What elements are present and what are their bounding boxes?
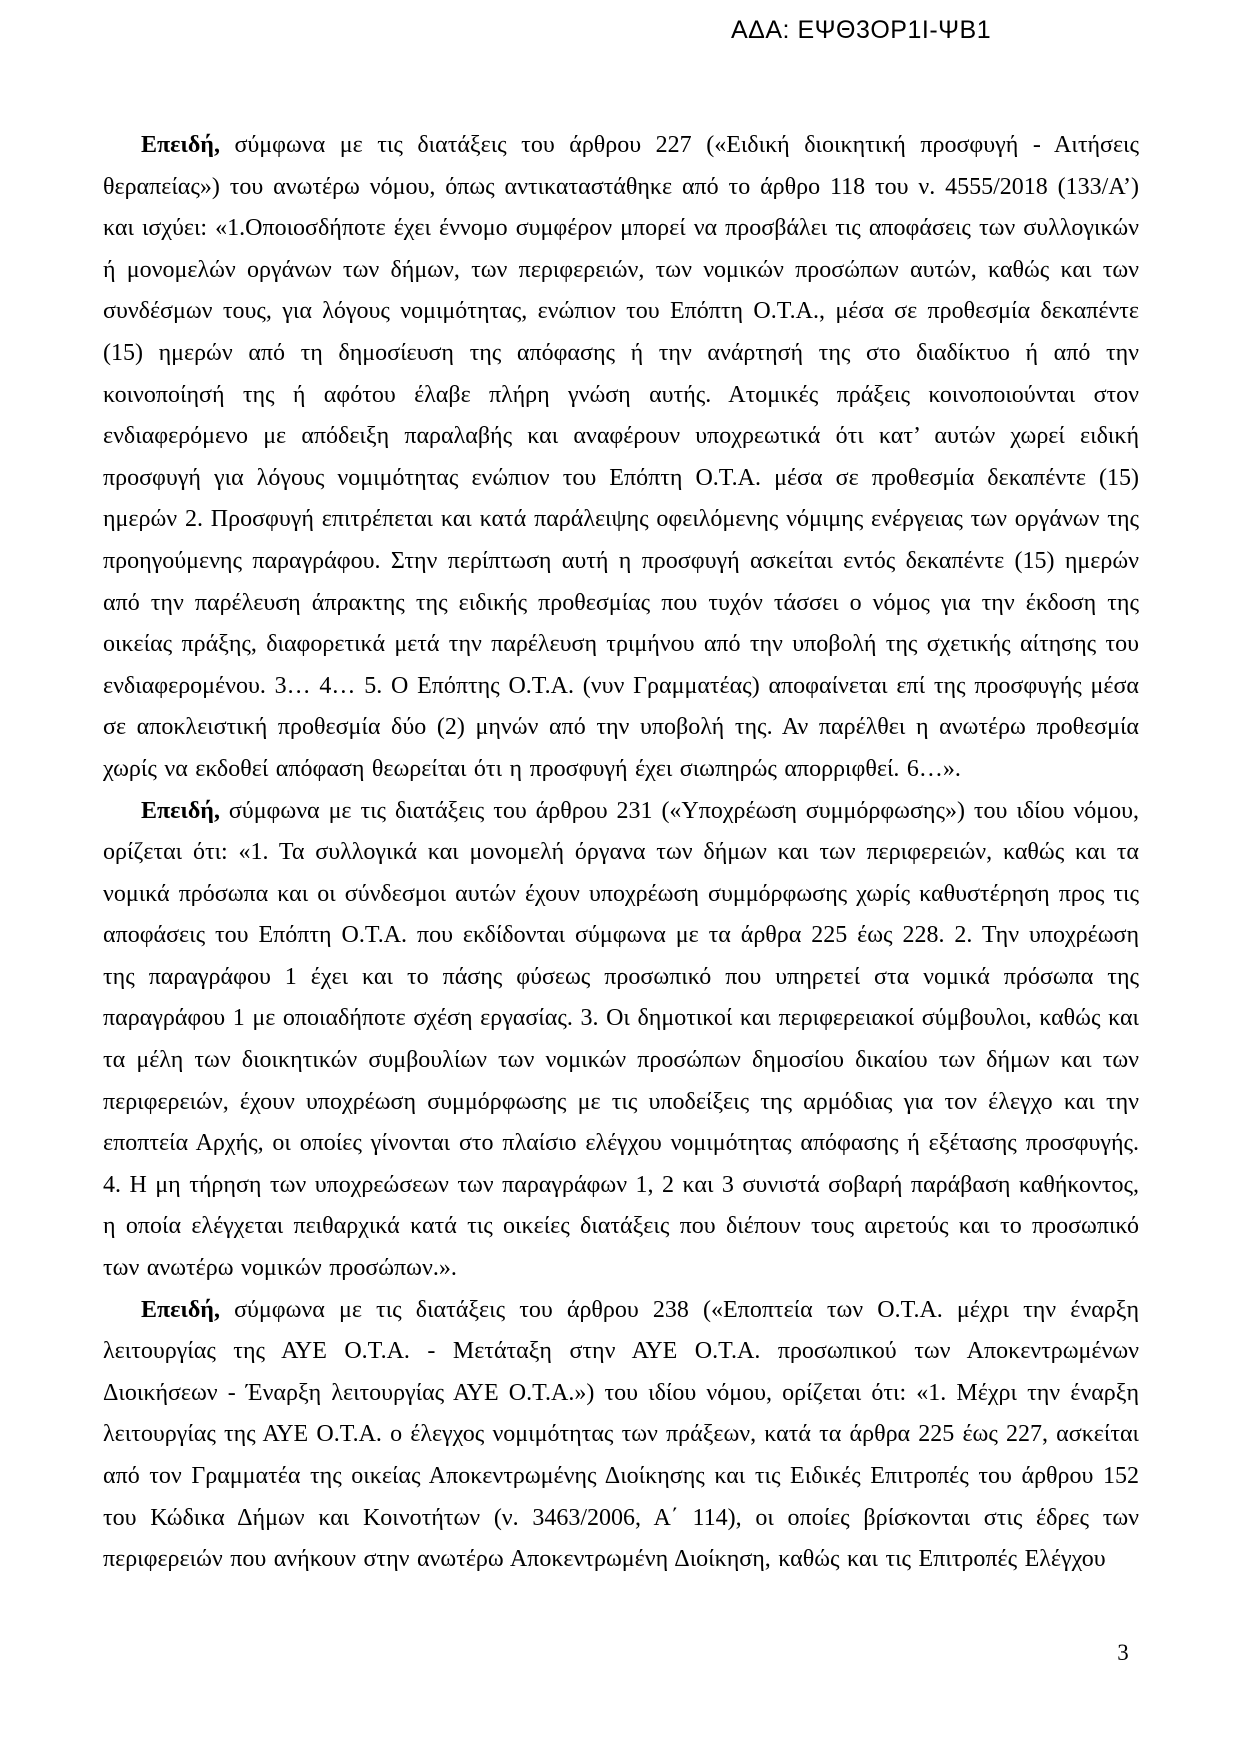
document-body bbox=[103, 125, 1139, 1581]
paragraph-lead: Επειδή, bbox=[141, 132, 220, 158]
page-number: 3 bbox=[1117, 1640, 1129, 1665]
paragraph-text: σύμφωνα με τις διατάξεις του άρθρου 227 («Ειδική διοικητική προσφυγή - Αιτήσεις θεραπείας») του ανωτέρω νόμου, όπως αντικαταστάθηκε από το άρθρο 118 του ν. 4555/2018 (133/Α’) και ισχύει: «1.Οποιοσδήποτε έχει έννομο συμφέρον μπορεί να προσβάλει τις αποφάσεις των συλλογικών ή μονομελών οργάνων των δήμων, των περιφερειών, των νομικών προσώπων αυτών, καθώς και των συνδέσμων τους, για λόγους νομιμότητας, ενώπιον του Επόπτη Ο.Τ.Α., μέσα σε προθεσμία δεκαπέντε (15) ημερών από τη δημοσίευση της απόφασης ή την ανάρτησή της στο διαδίκτυο ή από την κοινοποίησή της ή αφότου έλαβε πλήρη γνώση αυτής. Ατομικές πράξεις κοινοποιούνται στον ενδιαφερόμενο με απόδειξη παραλαβής και αναφέρουν υποχρεωτικά ότι κατ’ αυτών χωρεί ειδική προσφυγή για λόγους νομιμότητας ενώπιον του Επόπτη Ο.Τ.Α. μέσα σε προθεσμία δεκαπέντε (15) ημερών 2. Προσφυγή επιτρέπεται και κατά παράλειψης οφειλόμενης νόμιμης ενέργειας των οργάνων της προηγούμενης παραγράφου. Στην περίπτωση αυτή η προσφυγή ασκείται εντός δεκαπέντε (15) ημερών από την παρέλευση άπρακτης της ειδικής προθεσμίας που τυχόν τάσσει ο νόμος για την έκδοση της οικείας πράξης, διαφορετικά μετά την παρέλευση τριμήνου από την υποβολή της σχετικής αίτησης του ενδιαφερομένου. 3… 4… 5. Ο Επόπτης Ο.Τ.Α. (νυν Γραμματέας) αποφαίνεται επί της προσφυγής μέσα σε αποκλειστική προθεσμία δύο (2) μηνών από την υποβολή της. Αν παρέλθει η ανωτέρω προθεσμία χωρίς να εκδοθεί απόφαση θεωρείται ότι η προσφυγή έχει σιωπηρώς απορριφθεί. 6…». bbox=[103, 132, 1139, 782]
paragraph-text: σύμφωνα με τις διατάξεις του άρθρου 238 («Εποπτεία των Ο.Τ.Α. μέχρι την έναρξη λειτουργίας της ΑΥΕ Ο.Τ.Α. - Μετάταξη στην ΑΥΕ Ο.Τ.Α. προσωπικού των Αποκεντρωμένων Διοικήσεων - Έναρξη λειτουργίας ΑΥΕ Ο.Τ.Α.») του ιδίου νόμου, ορίζεται ότι: «1. Μέχρι την έναρξη λειτουργίας της ΑΥΕ Ο.Τ.Α. ο έλεγχος νομιμότητας των πράξεων, κατά τα άρθρα 225 έως 227, ασκείται από τον Γραμματέα της οικείας Αποκεντρωμένης Διοίκησης και τις Ειδικές Επιτροπές του άρθρου 152 του Κώδικα Δήμων και Κοινοτήτων (ν. 3463/2006, Α΄ 114), οι οποίες βρίσκονται στις έδρες των περιφερειών που ανήκουν στην ανωτέρω Αποκεντρωμένη Διοίκηση, καθώς και τις Επιτροπές Ελέγχου bbox=[103, 1296, 1139, 1573]
paragraph-text: σύμφωνα με τις διατάξεις του άρθρου 231 («Υποχρέωση συμμόρφωσης») του ιδίου νόμου, ορίζεται ότι: «1. Τα συλλογικά και μονομελή όργανα των δήμων και των περιφερειών, καθώς και τα νομικά πρόσωπα και οι σύνδεσμοι αυτών έχουν υποχρέωση συμμόρφωσης χωρίς καθυστέρηση προς τις αποφάσεις του Επόπτη Ο.Τ.Α. που εκδίδονται σύμφωνα με τα άρθρα 225 έως 228. 2. Την υποχρέωση της παραγράφου 1 έχει και το πάσης φύσεως προσωπικό που υπηρετεί στα νομικά πρόσωπα της παραγράφου 1 με οποιαδήποτε σχέση εργασίας. 3. Οι δημοτικοί και περιφερειακοί σύμβουλοι, καθώς και τα μέλη των διοικητικών συμβουλίων των νομικών προσώπων δημοσίου δικαίου των δήμων και των περιφερειών, έχουν υποχρέωση συμμόρφωσης με τις υποδείξεις της αρμόδιας για τον έλεγχο και την εποπτεία Αρχής, οι οποίες γίνονται στο πλαίσιο ελέγχου νομιμότητας απόφασης ή εξέτασης προσφυγής. 4. Η μη τήρηση των υποχρεώσεων των παραγράφων 1, 2 και 3 συνιστά σοβαρή παράβαση καθήκοντος, η οποία ελέγχεται πειθαρχικά κατά τις οικείες διατάξεις που διέπουν τους αιρετούς και το προσωπικό των ανωτέρω νομικών προσώπων.». bbox=[103, 797, 1139, 1282]
paragraph-article-231 bbox=[103, 791, 1139, 1290]
paragraph-article-238 bbox=[103, 1290, 1139, 1581]
paragraph-article-227 bbox=[103, 125, 1139, 791]
ada-code-header: ΑΔΑ: ΕΨΘ3ΟΡ1Ι-ΨΒ1 bbox=[731, 16, 992, 44]
paragraph-lead: Επειδή, bbox=[141, 797, 220, 824]
paragraph-lead: Επειδή, bbox=[141, 1296, 220, 1323]
